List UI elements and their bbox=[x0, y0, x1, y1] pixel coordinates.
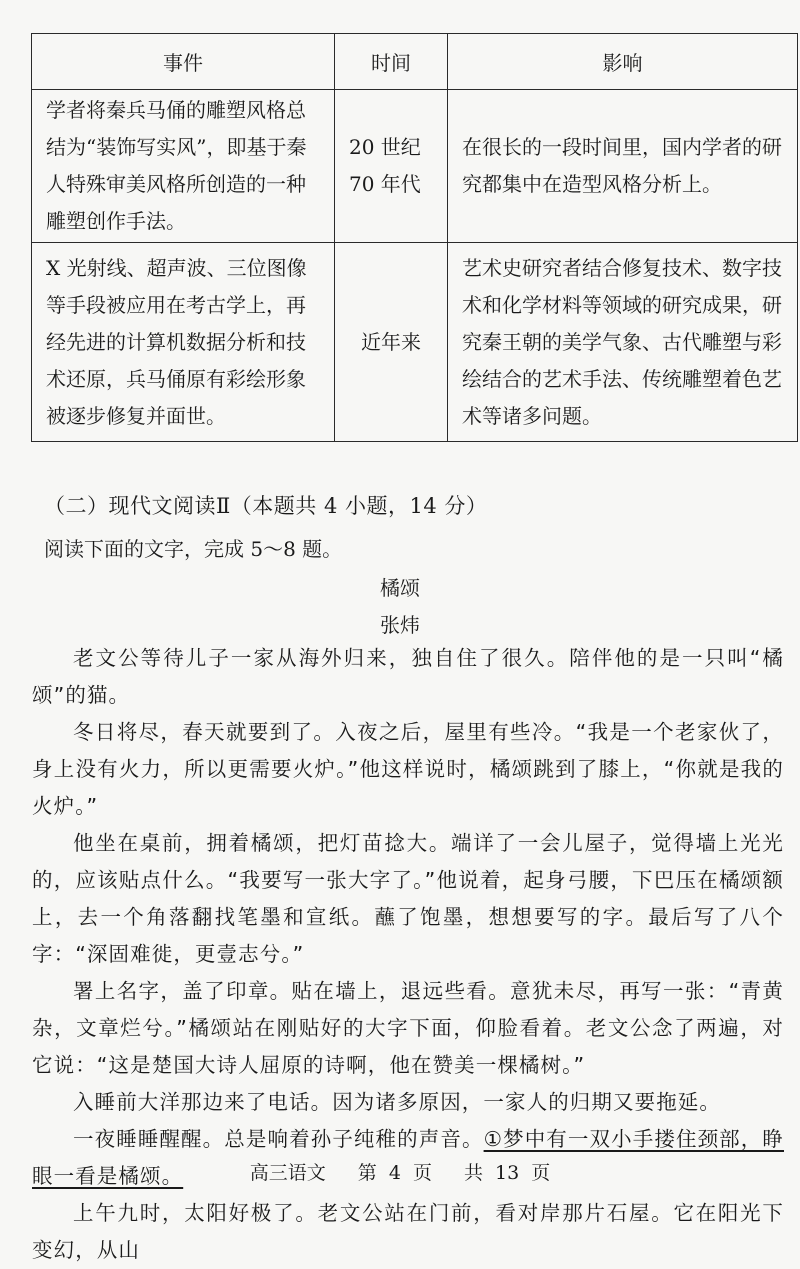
table-row bbox=[32, 243, 798, 442]
table-cell-impact: 艺术史研究者结合修复技术、数字技术和化学材料等领域的研究成果，研究秦王朝的美学气象、古代雕塑与彩绘结合的艺术手法、传统雕塑着色艺术等诸多问题。 bbox=[448, 243, 798, 442]
paragraph: 他坐在桌前，拥着橘颂，把灯苗捻大。端详了一会儿屋子，觉得墙上光光的，应该贴点什么。“我要写一张大字了。”他说着，起身弓腰，下巴压在橘颂额上，去一个角落翻找笔墨和宣纸。蘸了饱墨，想想要写的字。最后写了八个字：“深固难徙，更壹志兮。” bbox=[32, 831, 784, 966]
table-header-event: 事件 bbox=[32, 34, 335, 90]
article-author: 张炜 bbox=[380, 613, 420, 637]
events-table bbox=[31, 33, 798, 442]
paragraph-text: 一夜睡睡醒醒。总是响着孙子纯稚的声音。 bbox=[73, 1127, 484, 1151]
footer-page-number: 第 4 页 bbox=[357, 1162, 432, 1184]
table-row bbox=[32, 90, 798, 243]
paragraph: 入睡前大洋那边来了电话。因为诸多原因，一家人的归期又要拖延。 bbox=[73, 1090, 721, 1114]
article-title: 橘颂 bbox=[380, 576, 420, 600]
underlined-sentence-1: ①梦中有一双小手搂住颈部，睁眼一看是橘颂。 bbox=[32, 1127, 784, 1188]
instruction-text: 阅读下面的文字，完成 5～8 题。 bbox=[44, 537, 343, 561]
table-header-time: 时间 bbox=[335, 34, 448, 90]
paragraph: 老文公等待儿子一家从海外归来，独自住了很久。陪伴他的是一只叫“橘颂”的猫。 bbox=[32, 646, 784, 707]
table-cell-event: 学者将秦兵马俑的雕塑风格总结为“装饰写实风”，即基于秦人特殊审美风格所创造的一种雕塑创作手法。 bbox=[32, 90, 335, 243]
table-cell-event: X 光射线、超声波、三位图像等手段被应用在考古学上，再经先进的计算机数据分析和技术还原，兵马俑原有彩绘形象被逐步修复并面世。 bbox=[32, 243, 335, 442]
table-cell-time: 20 世纪 70 年代 bbox=[335, 90, 448, 243]
table-cell-impact: 在很长的一段时间里，国内学者的研究都集中在造型风格分析上。 bbox=[448, 90, 798, 243]
table-header-impact: 影响 bbox=[448, 34, 798, 90]
page-footer bbox=[0, 1158, 800, 1185]
paragraph: 冬日将尽，春天就要到了。入夜之后，屋里有些冷。“我是一个老家伙了，身上没有火力，所以更需要火炉。”他这样说时，橘颂跳到了膝上，“你就是我的火炉。” bbox=[32, 720, 784, 818]
section-heading: （二）现代文阅读Ⅱ（本题共 4 小题，14 分） bbox=[44, 494, 488, 518]
table-header-row bbox=[32, 34, 798, 90]
table-cell-time: 近年来 bbox=[335, 243, 448, 442]
footer-total-pages: 共 13 页 bbox=[464, 1162, 551, 1184]
footer-subject: 高三语文 bbox=[249, 1162, 326, 1184]
paragraph: 上午九时，太阳好极了。老文公站在门前，看对岸那片石屋。它在阳光下变幻，从山 bbox=[32, 1201, 784, 1262]
paragraph: 署上名字，盖了印章。贴在墙上，退远些看。意犹未尽，再写一张：“青黄杂，文章烂兮。”橘颂站在刚贴好的大字下面，仰脸看着。老文公念了两遍，对它说：“这是楚国大诗人屈原的诗啊，他在赞美一棵橘树。” bbox=[32, 979, 784, 1077]
